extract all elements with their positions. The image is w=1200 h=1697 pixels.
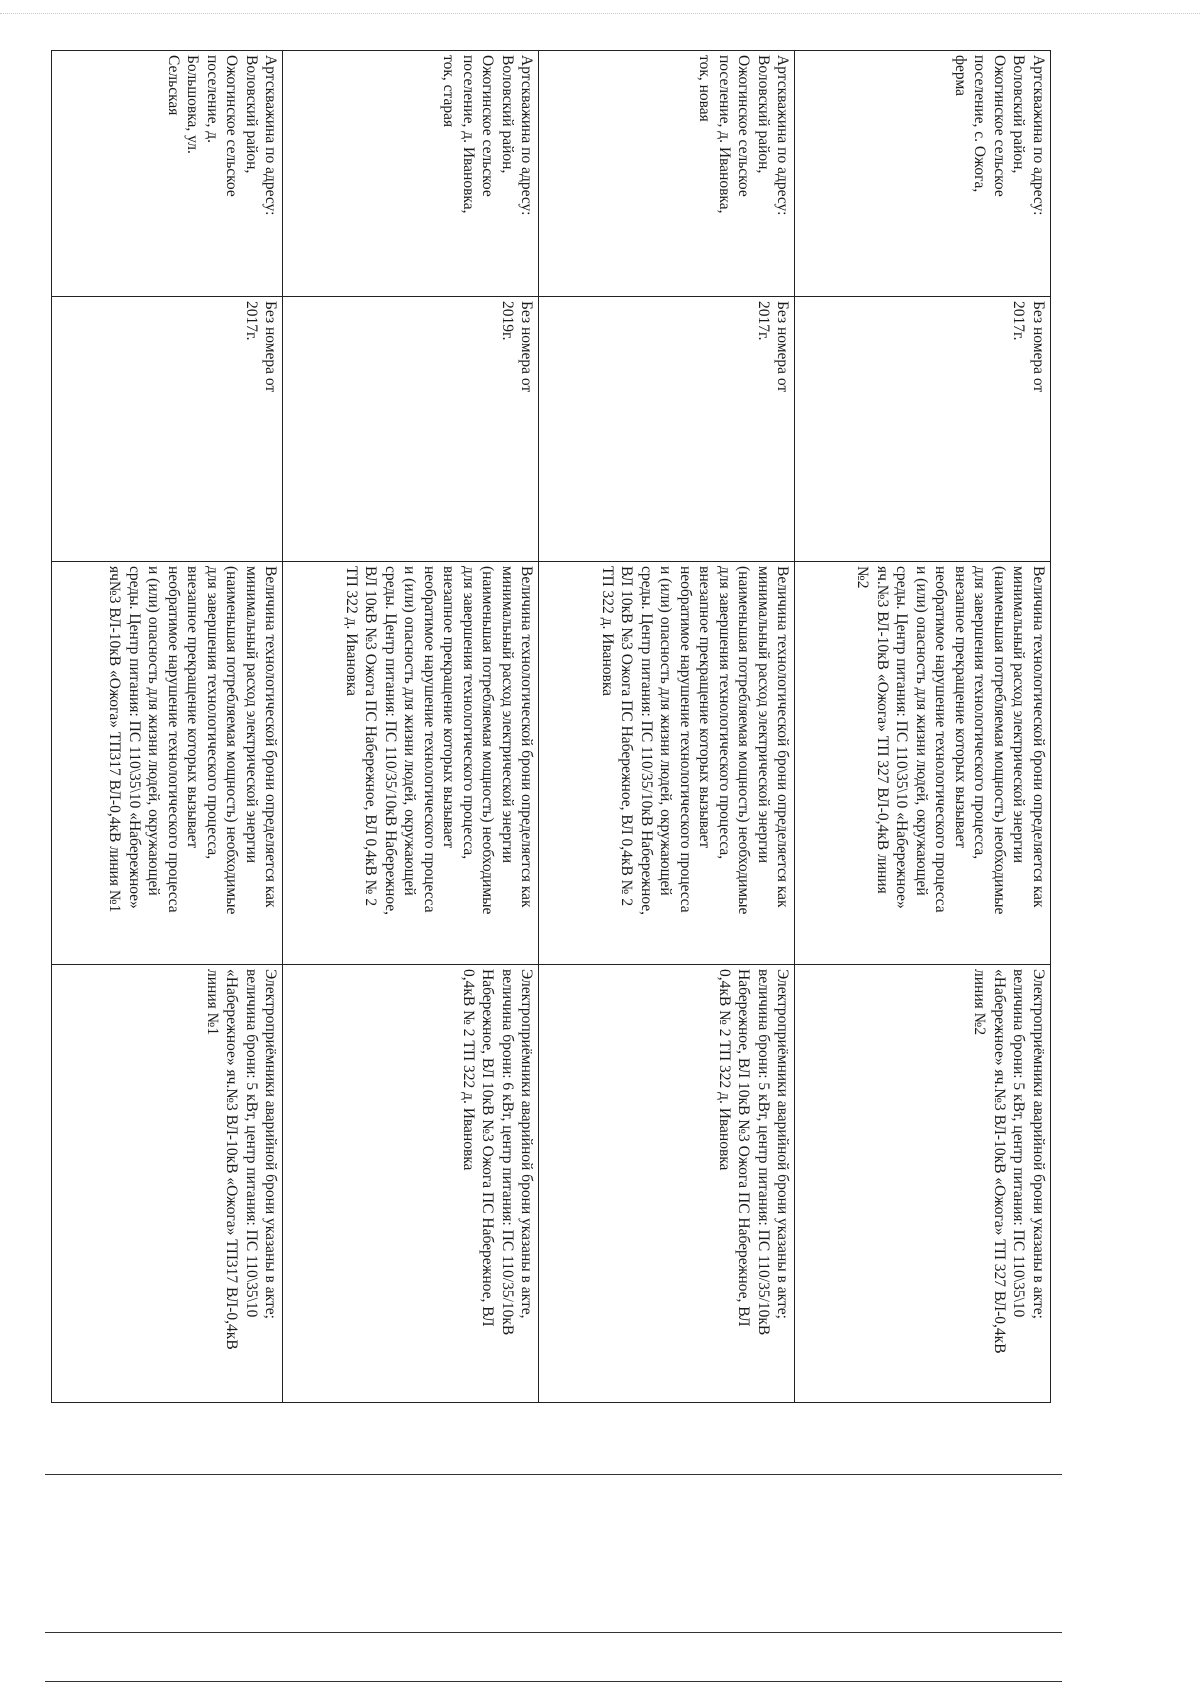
emergency-reserve-cell: Электроприёмники аварийной брони указаны в акте; величина брони: 5 кВт, центр питания: ПС 110\35\10 «Набережное» яч.№3 ВЛ-10кВ «Ожога» ТП 327 ВЛ-0,4кВ линия №2 (795, 965, 1051, 1403)
tech-reserve-cell: Величина технологической брони определяется как минимальный расход электрической энергии (наименьшая потребляемая мощность) необходимые для завершения технологического процесса, внезапное прекращение которых вызывает необратимое нарушение технологического процесса и (или) опасность для жизни людей, окружающей среды. Центр питания: ПС 110/35/10кВ Набережное, ВЛ 10кВ №3 Ожога ПС Набережное, ВЛ 0,4кВ № 2 ТП 322 д. Ивановка (539, 562, 795, 965)
horizontal-rule (45, 1681, 1062, 1682)
table-row (539, 51, 795, 1403)
object-cell: Артскважина по адресу: Воловский район, Ожогинское сельское поселение, д. Ивановка, ток, старая (283, 51, 539, 297)
tech-reserve-cell: Величина технологической брони определяется как минимальный расход электрической энергии (наименьшая потребляемая мощность) необходимые для завершения технологического процесса, внезапное прекращение которых вызывает необратимое нарушение технологического процесса и (или) опасность для жизни людей, окружающей среды. Центр питания: ПС 110\35\10 «Набережное» яч.№3 ВЛ-10кВ «Ожога» ТП 327 ВЛ-0,4кВ линия №2 (795, 562, 1051, 965)
scan-top-edge (0, 13, 1200, 14)
object-cell: Артскважина по адресу: Воловский район, Ожогинское сельское поселение, д. Большовка, ул. Сельская (52, 51, 283, 297)
rotated-page-content (51, 50, 1051, 1403)
table-row (283, 51, 539, 1403)
emergency-reserve-cell: Электроприёмники аварийной брони указаны в акте; величина брони: 5 кВт, центр питания: ПС 110/35/10кВ Набережное, ВЛ 10кВ №3 Ожога ПС Набережное, ВЛ 0,4кВ № 2 ТП 322 д. Ивановка (539, 965, 795, 1403)
horizontal-rule (45, 1632, 1062, 1633)
table-row (52, 51, 283, 1403)
tech-reserve-cell: Величина технологической брони определяется как минимальный расход электрической энергии (наименьшая потребляемая мощность) необходимые для завершения технологического процесса, внезапное прекращение которых вызывает необратимое нарушение технологического процесса и (или) опасность для жизни людей, окружающей среды. Центр питания: ПС 110\35\10 «Набережное» яч№3 ВЛ-10кВ «Ожога» ТП317 ВЛ-0,4кВ линия №1 (52, 562, 283, 965)
table-row (795, 51, 1051, 1403)
horizontal-rule (45, 1474, 1062, 1475)
act-cell: Без номера от 2017г. (539, 297, 795, 562)
object-cell: Артскважина по адресу: Воловский район, Ожогинское сельское поселение, д. Ивановка, ток, новая (539, 51, 795, 297)
act-cell: Без номера от 2017г. (52, 297, 283, 562)
object-cell: Артскважина по адресу: Воловский район, Ожогинское сельское поселение, с. Ожога, ферма (795, 51, 1051, 297)
emergency-reserve-cell: Электроприёмники аварийной брони указаны в акте, величина брони: 6 кВт, центр питания: ПС 110/35/10кВ Набережное, ВЛ 10кВ №3 Ожога ПС Набережное, ВЛ 0,4кВ № 2 ТП 322 д. Ивановка (283, 965, 539, 1403)
tech-reserve-cell: Величина технологической брони определяется как минимальный расход электрической энергии (наименьшая потребляемая мощность) необходимые для завершения технологического процесса, внезапное прекращение которых вызывает необратимое нарушение технологического процесса и (или) опасность для жизни людей, окружающей среды. Центр питания: ПС 110/35/10кВ Набережное, ВЛ 10кВ №3 Ожога ПС Набережное, ВЛ 0,4кВ № 2 ТП 322 д. Ивановка (283, 562, 539, 965)
emergency-reserve-cell: Электроприёмники аварийной брони указаны в акте; величина брони: 5 кВт, центр питания: ПС 110\35\10 «Набережное» яч.№3 ВЛ-10кВ «Ожога» ТП317 ВЛ-0,4кВ линия №1 (52, 965, 283, 1403)
act-cell: Без номера от 2017г. (795, 297, 1051, 562)
act-cell: Без номера от 2019г. (283, 297, 539, 562)
reserve-table (51, 50, 1051, 1403)
